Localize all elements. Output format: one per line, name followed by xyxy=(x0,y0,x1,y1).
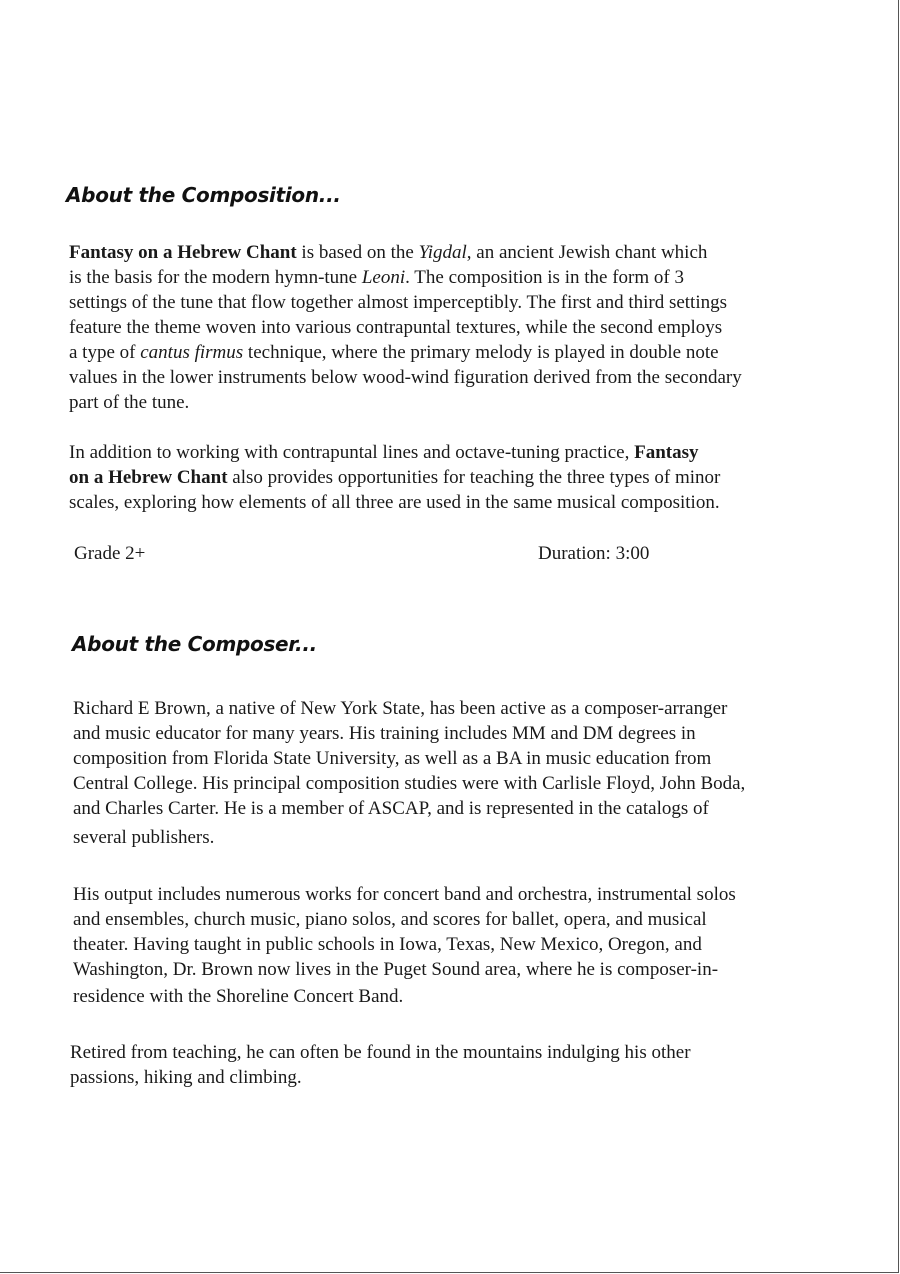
text-line: Richard E Brown, a native of New York State, has been active as a composer-arranger xyxy=(73,698,728,719)
text-line: Washington, Dr. Brown now lives in the Puget Sound area, where he is composer-in- xyxy=(73,959,719,980)
text-line: Central College. His principal composition studies were with Carlisle Floyd, John Boda, xyxy=(73,773,746,794)
text-line: on a Hebrew Chant also provides opportunities for teaching the three types of minor xyxy=(69,467,721,488)
composition-paragraph-1 xyxy=(69,240,742,415)
piece-title: Fantasy on a Hebrew Chant xyxy=(69,242,297,263)
text-line: and Charles Carter. He is a member of ASCAP, and is represented in the catalogs of xyxy=(73,798,709,819)
composer-paragraph-3 xyxy=(70,1040,691,1090)
duration-label: Duration: 3:00 xyxy=(538,543,650,564)
composition-paragraph-2 xyxy=(69,440,720,515)
text-line: feature the theme woven into various contrapuntal textures, while the second employs xyxy=(69,317,723,338)
text-line: His output includes numerous works for concert band and orchestra, instrumental solos xyxy=(73,884,736,905)
text-line: Retired from teaching, he can often be found in the mountains indulging his other xyxy=(70,1042,691,1063)
text-line: scales, exploring how elements of all three are used in the same musical composition. xyxy=(69,492,720,513)
text-line: residence with the Shoreline Concert Band. xyxy=(73,986,404,1007)
leoni-term: Leoni xyxy=(361,267,406,288)
text-line: values in the lower instruments below wood-wind figuration derived from the secondary xyxy=(69,367,742,388)
composer-paragraph-2 xyxy=(73,882,736,1009)
composer-heading: About the Composer... xyxy=(72,632,317,656)
composer-paragraph-1 xyxy=(73,696,745,850)
grade-label: Grade 2+ xyxy=(74,543,146,564)
text-line: and ensembles, church music, piano solos, and scores for ballet, opera, and musical xyxy=(73,909,707,930)
text-line: several publishers. xyxy=(73,827,215,848)
text-line: theater. Having taught in public schools in Iowa, Texas, New Mexico, Oregon, and xyxy=(73,934,702,955)
cantus-firmus-term: cantus firmus xyxy=(140,342,244,363)
text-line: part of the tune. xyxy=(69,392,190,413)
composition-heading: About the Composition... xyxy=(66,183,341,207)
text-line: Fantasy on a Hebrew Chant is based on the Yigdal, an ancient Jewish chant which xyxy=(69,242,708,263)
text-line: passions, hiking and climbing. xyxy=(70,1067,302,1088)
text-line: is the basis for the modern hymn-tune Leoni. The composition is in the form of 3 xyxy=(69,267,684,288)
text-line: and music educator for many years. His training includes MM and DM degrees in xyxy=(73,723,696,744)
text-line: composition from Florida State University, as well as a BA in music education from xyxy=(73,748,712,769)
text-line: a type of cantus firmus technique, where the primary melody is played in double note xyxy=(69,342,719,363)
yigdal-term: Yigdal xyxy=(418,242,467,263)
text-line: In addition to working with contrapuntal lines and octave-tuning practice, Fantasy xyxy=(69,442,699,463)
text-line: settings of the tune that flow together almost imperceptibly. The first and third settings xyxy=(69,292,728,313)
